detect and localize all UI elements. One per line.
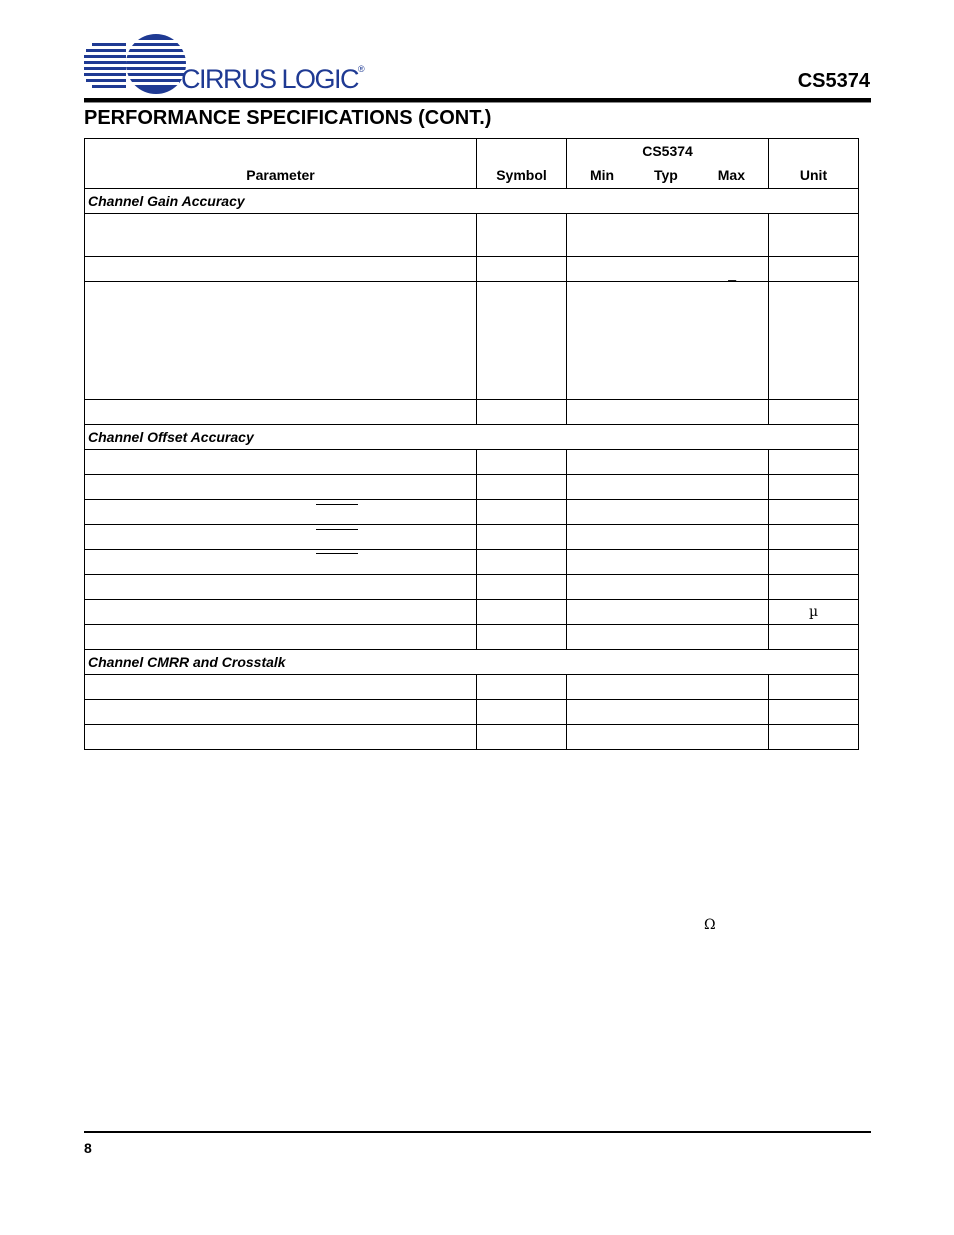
table-row — [85, 725, 859, 750]
table-row — [85, 525, 859, 550]
header-min: Min — [589, 167, 615, 184]
table-row — [85, 550, 859, 575]
table-row — [85, 700, 859, 725]
section-title: PERFORMANCE SPECIFICATIONS (CONT.) — [84, 107, 492, 129]
table-row — [85, 600, 859, 625]
footer-rule — [84, 1131, 871, 1133]
performance-spec-table — [84, 138, 859, 750]
table-row — [85, 625, 859, 650]
plusminus-mark: _ — [728, 265, 736, 281]
overbar-line — [316, 504, 358, 505]
table-row — [85, 400, 859, 425]
group-gain-accuracy: Channel Gain Accuracy — [85, 189, 859, 214]
header-unit: Unit — [769, 139, 859, 189]
header-typ: Typ — [653, 167, 678, 184]
table-row — [85, 475, 859, 500]
group-offset-accuracy: Channel Offset Accuracy — [85, 425, 859, 450]
table-row — [85, 500, 859, 525]
header-symbol: Symbol — [477, 139, 567, 189]
group-cmrr-crosstalk: Channel CMRR and Crosstalk — [85, 650, 859, 675]
table-row — [85, 450, 859, 475]
omega-symbol: Ω — [704, 917, 716, 933]
page-number: 8 — [84, 1140, 92, 1156]
brand-wordmark: CIRRUS LOGIC® — [181, 64, 365, 94]
table-row — [85, 214, 859, 257]
micro-symbol: µ — [808, 604, 819, 620]
overbar-line — [316, 529, 358, 530]
header-cs5374: CS5374 — [567, 139, 769, 163]
header-parameter: Parameter — [85, 139, 477, 189]
header-max: Max — [717, 167, 745, 184]
document-id: CS5374 — [797, 70, 870, 92]
table-row — [85, 257, 859, 282]
table-row — [85, 575, 859, 600]
table-row — [85, 675, 859, 700]
header-rule — [84, 98, 871, 103]
header-min-typ-max — [567, 163, 769, 189]
table-row — [85, 282, 859, 400]
overbar-line — [316, 553, 358, 554]
